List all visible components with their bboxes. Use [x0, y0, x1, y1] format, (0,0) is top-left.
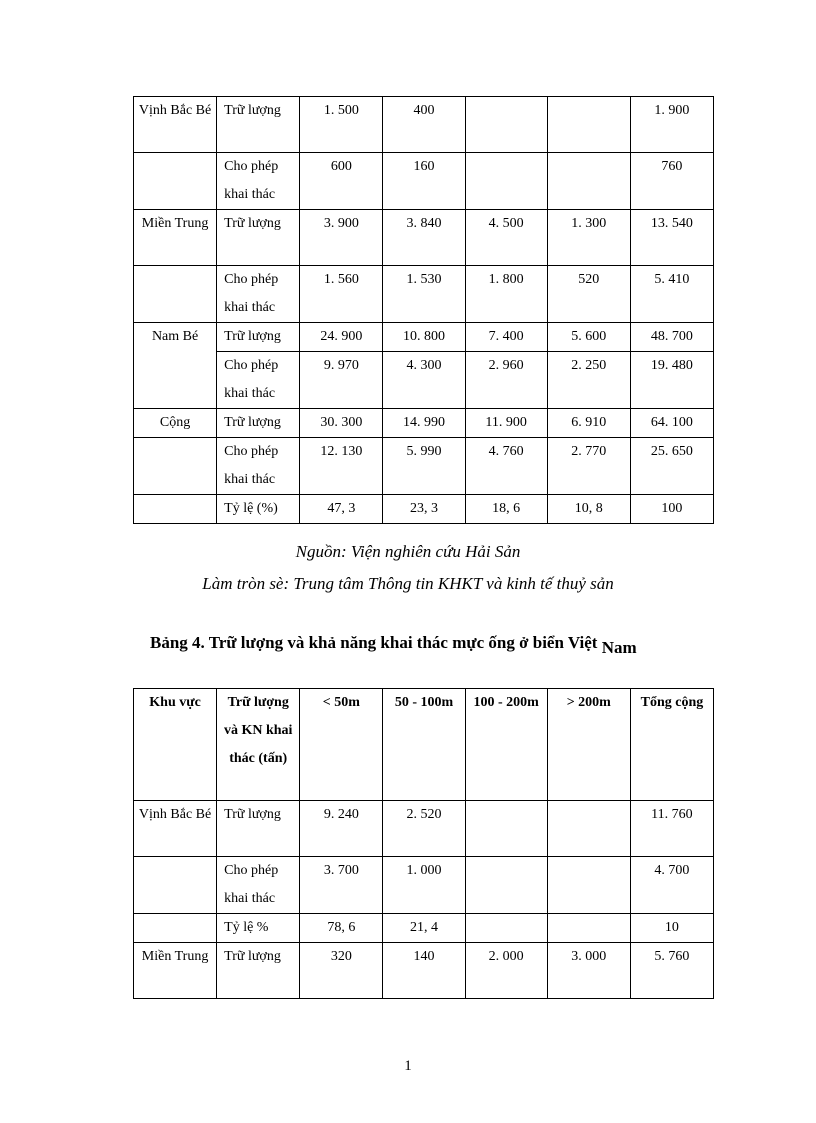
total-cell: 1. 900 [630, 97, 713, 153]
type-cell: Trữ lượng [217, 943, 300, 999]
total-cell: 25. 650 [630, 438, 713, 495]
value-cell: 1. 530 [383, 266, 465, 323]
value-cell: 5. 600 [547, 323, 630, 352]
region-cell [134, 857, 217, 914]
header-cell: 100 - 200m [465, 689, 547, 801]
value-cell: 1. 800 [465, 266, 547, 323]
value-cell: 6. 910 [547, 409, 630, 438]
region-cell: Vịnh Bắc Bé [134, 97, 217, 153]
value-cell: 1. 300 [547, 210, 630, 266]
type-cell: Cho phép khai thác [217, 438, 300, 495]
value-cell: 9. 240 [300, 801, 383, 857]
type-cell: Trữ lượng [217, 210, 300, 266]
region-cell: Nam Bé [134, 323, 217, 409]
value-cell [465, 801, 547, 857]
value-cell: 4. 500 [465, 210, 547, 266]
value-cell: 3. 000 [547, 943, 630, 999]
type-cell: Trữ lượng [217, 801, 300, 857]
value-cell [547, 97, 630, 153]
type-cell: Cho phép khai thác [217, 857, 300, 914]
table-row [134, 438, 714, 495]
type-cell: Cho phép khai thác [217, 352, 300, 409]
table-row [134, 495, 714, 524]
type-cell: Cho phép khai thác [217, 266, 300, 323]
type-cell: Cho phép khai thác [217, 153, 300, 210]
value-cell: 18, 6 [465, 495, 547, 524]
table-row [134, 801, 714, 857]
header-row [134, 689, 714, 801]
value-cell: 21, 4 [383, 914, 465, 943]
squid-reserves-table [133, 688, 714, 999]
header-cell: Khu vực [134, 689, 217, 801]
header-cell: < 50m [300, 689, 383, 801]
value-cell [465, 153, 547, 210]
type-cell: Trữ lượng [217, 409, 300, 438]
table-row [134, 323, 714, 352]
value-cell: 24. 900 [300, 323, 383, 352]
value-cell: 2. 770 [547, 438, 630, 495]
value-cell: 1. 000 [383, 857, 465, 914]
type-cell: Tỷ lệ (%) [217, 495, 300, 524]
value-cell: 10, 8 [547, 495, 630, 524]
rounding-note: Làm tròn sè: Trung tâm Thông tin KHKT và kinh tế thuỷ sản [202, 574, 614, 593]
header-cell: Tổng cộng [630, 689, 713, 801]
value-cell: 600 [300, 153, 383, 210]
value-cell: 1. 500 [300, 97, 383, 153]
region-cell [134, 914, 217, 943]
value-cell: 9. 970 [300, 352, 383, 409]
region-cell [134, 266, 217, 323]
value-cell: 14. 990 [383, 409, 465, 438]
region-cell [134, 438, 217, 495]
total-cell: 11. 760 [630, 801, 713, 857]
region-cell [134, 495, 217, 524]
table-row [134, 210, 714, 266]
type-cell: Trữ lượng [217, 97, 300, 153]
total-cell: 48. 700 [630, 323, 713, 352]
total-cell: 5. 760 [630, 943, 713, 999]
header-cell: 50 - 100m [383, 689, 465, 801]
reserves-table-continued [133, 96, 714, 524]
value-cell: 2. 960 [465, 352, 547, 409]
value-cell: 4. 300 [383, 352, 465, 409]
value-cell [547, 801, 630, 857]
header-cell: > 200m [547, 689, 630, 801]
header-cell: Trữ lượng và KN khai thác (tấn) [217, 689, 300, 801]
value-cell: 47, 3 [300, 495, 383, 524]
value-cell [547, 857, 630, 914]
value-cell: 12. 130 [300, 438, 383, 495]
value-cell: 140 [383, 943, 465, 999]
value-cell: 11. 900 [465, 409, 547, 438]
value-cell: 23, 3 [383, 495, 465, 524]
value-cell: 320 [300, 943, 383, 999]
table-row [134, 352, 714, 409]
value-cell [465, 857, 547, 914]
total-cell: 19. 480 [630, 352, 713, 409]
value-cell: 10. 800 [383, 323, 465, 352]
value-cell: 2. 000 [465, 943, 547, 999]
region-cell: Vịnh Bắc Bé [134, 801, 217, 857]
value-cell: 30. 300 [300, 409, 383, 438]
value-cell: 4. 760 [465, 438, 547, 495]
caption-tail: Nam [601, 638, 637, 657]
value-cell [465, 97, 547, 153]
value-cell [547, 914, 630, 943]
value-cell: 2. 520 [383, 801, 465, 857]
type-cell: Trữ lượng [217, 323, 300, 352]
value-cell: 400 [383, 97, 465, 153]
region-cell: Miền Trung [134, 943, 217, 999]
value-cell: 3. 900 [300, 210, 383, 266]
value-cell: 5. 990 [383, 438, 465, 495]
type-cell: Tỷ lệ % [217, 914, 300, 943]
value-cell: 7. 400 [465, 323, 547, 352]
value-cell: 1. 560 [300, 266, 383, 323]
region-cell: Cộng [134, 409, 217, 438]
value-cell: 3. 840 [383, 210, 465, 266]
table-caption [150, 633, 637, 657]
total-cell: 100 [630, 495, 713, 524]
table-row [134, 153, 714, 210]
total-cell: 10 [630, 914, 713, 943]
table-row [134, 914, 714, 943]
total-cell: 13. 540 [630, 210, 713, 266]
table-row [134, 97, 714, 153]
value-cell [465, 914, 547, 943]
value-cell: 160 [383, 153, 465, 210]
source-note: Nguồn: Viện nghiên cứu Hải Sản [295, 542, 521, 561]
value-cell: 2. 250 [547, 352, 630, 409]
table-row [134, 857, 714, 914]
total-cell: 4. 700 [630, 857, 713, 914]
value-cell: 3. 700 [300, 857, 383, 914]
caption-text: Bảng 4. Trữ lượng và khả năng khai thác mực ống ở biển Việt [150, 633, 598, 652]
table-row [134, 943, 714, 999]
value-cell: 520 [547, 266, 630, 323]
page-number: 1 [404, 1058, 412, 1074]
region-cell: Miền Trung [134, 210, 217, 266]
table-row [134, 266, 714, 323]
table-row [134, 409, 714, 438]
region-cell [134, 153, 217, 210]
value-cell: 78, 6 [300, 914, 383, 943]
total-cell: 64. 100 [630, 409, 713, 438]
total-cell: 5. 410 [630, 266, 713, 323]
total-cell: 760 [630, 153, 713, 210]
value-cell [547, 153, 630, 210]
